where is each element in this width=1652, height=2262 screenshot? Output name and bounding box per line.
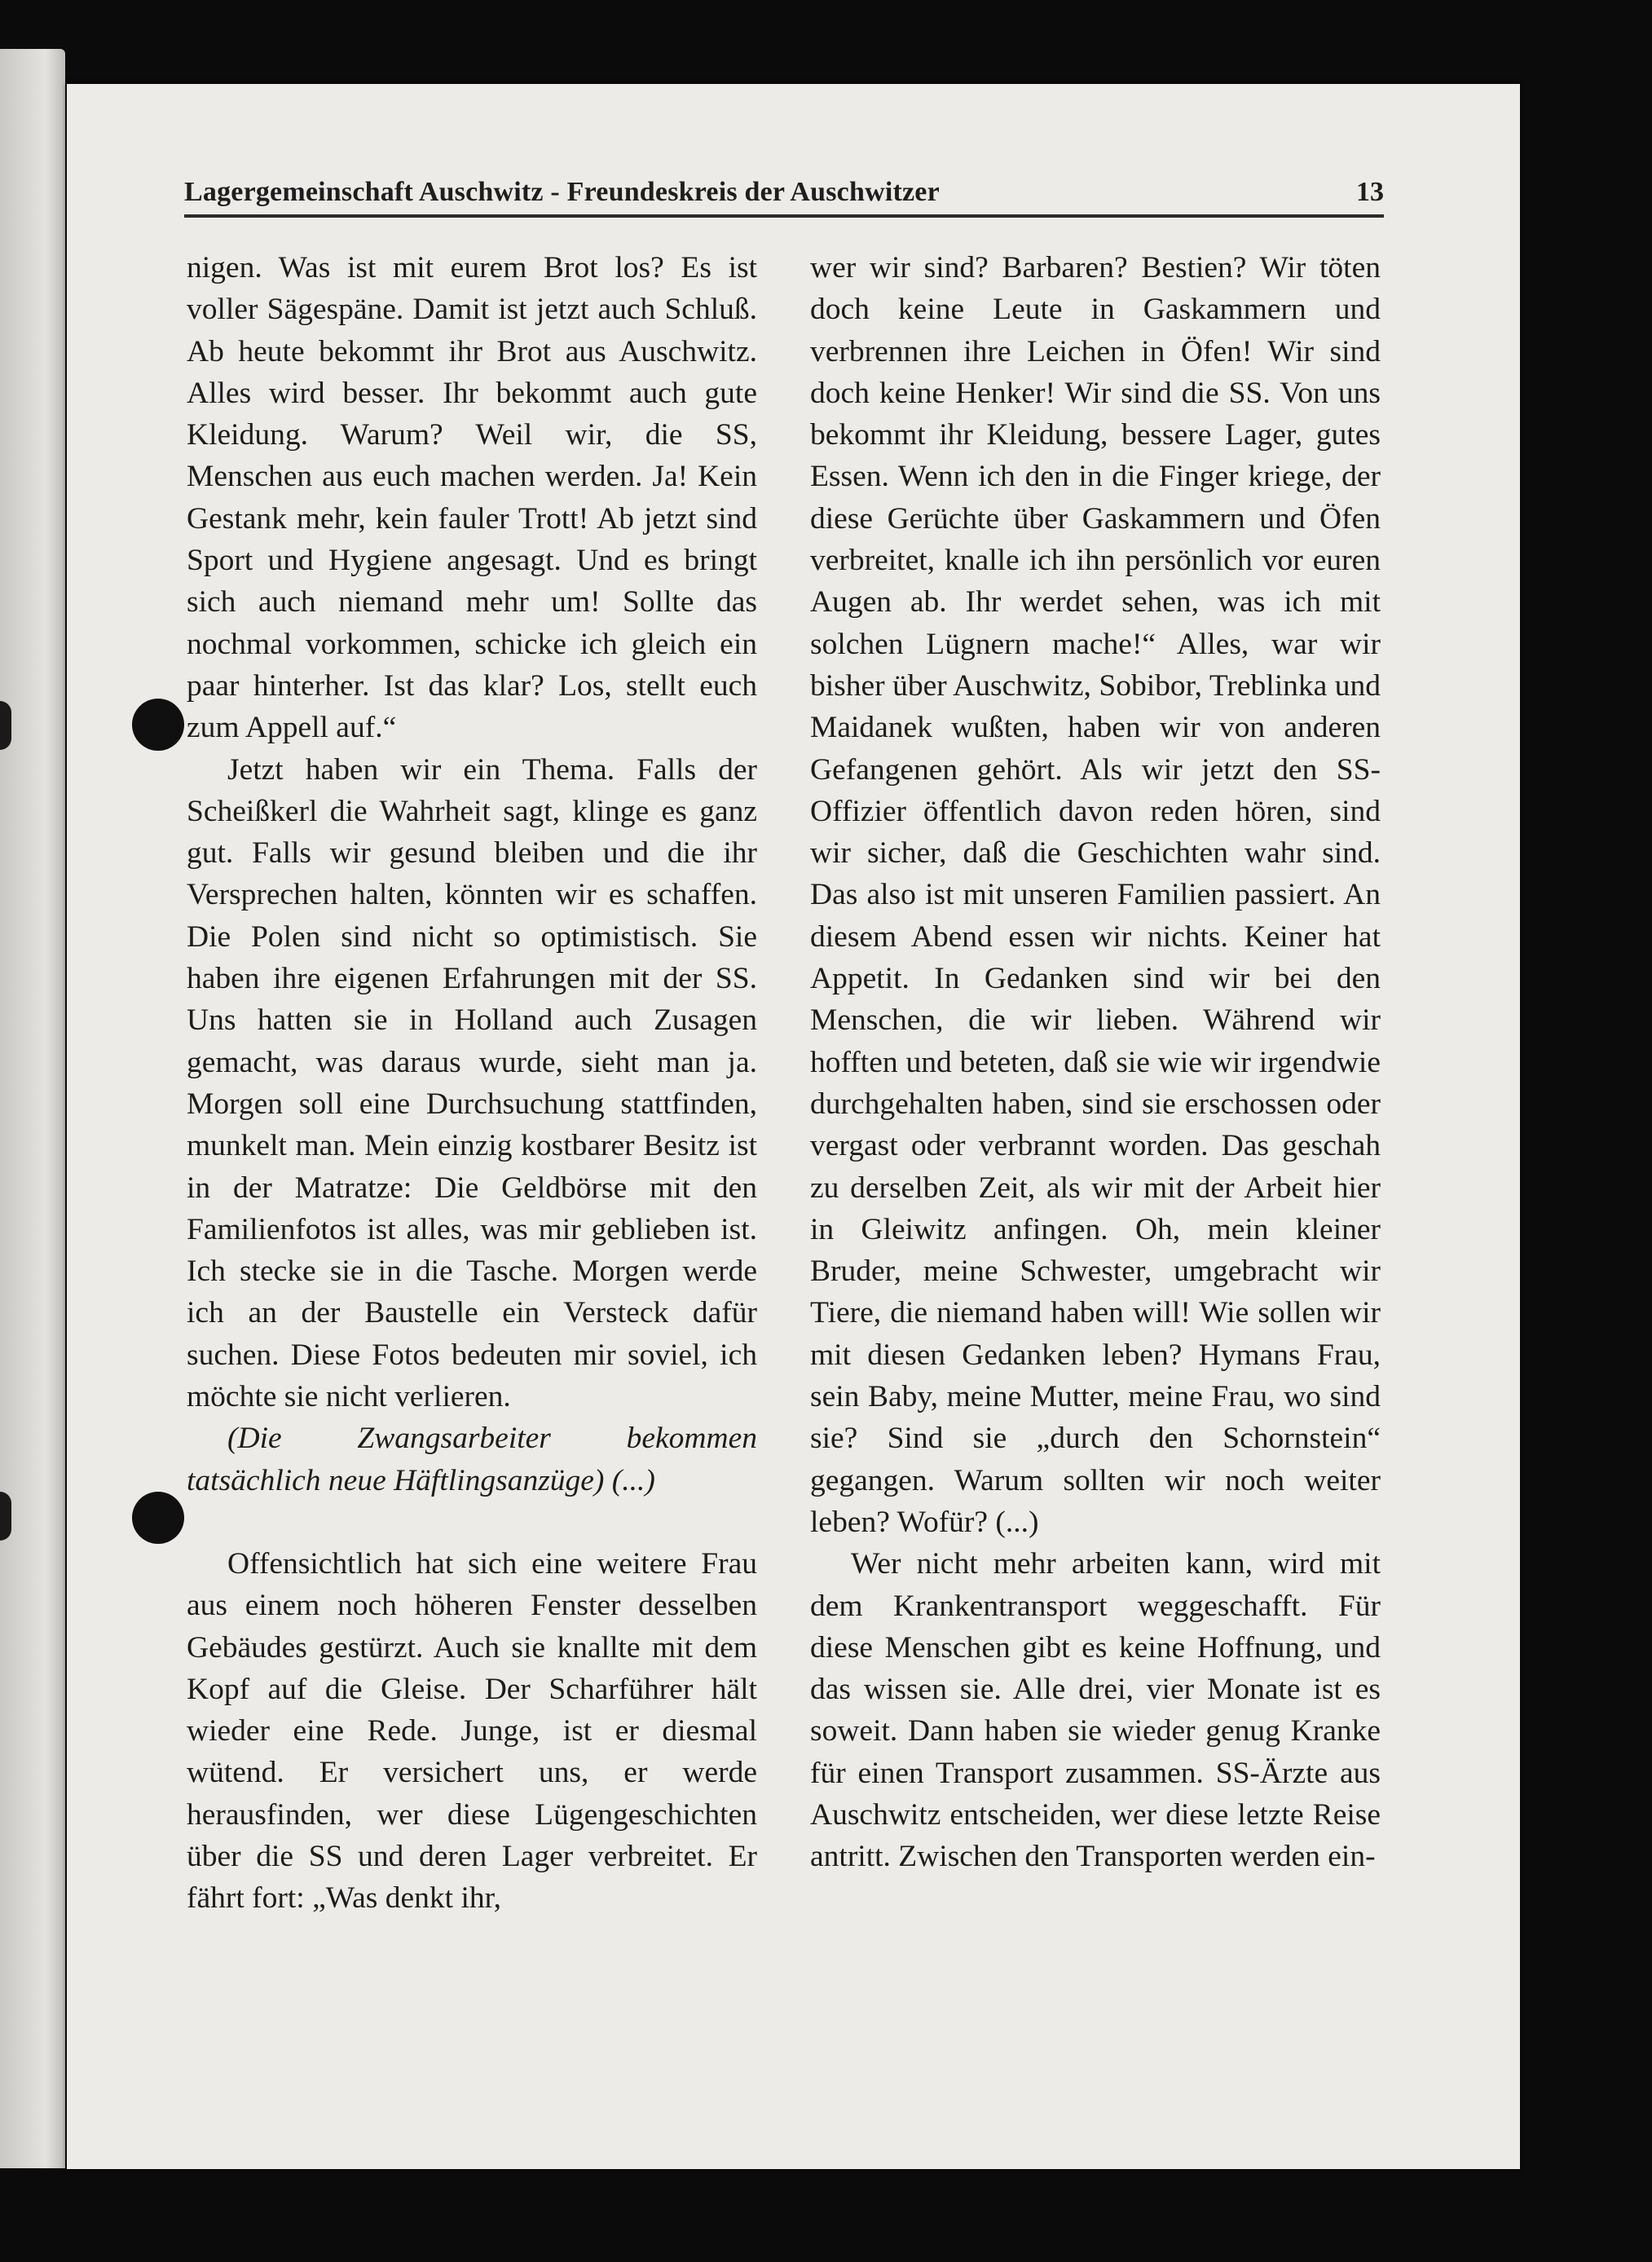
paragraph: Jetzt haben wir ein Thema. Falls der Scheißkerl die Wahrheit sagt, klinge es ganz gut. Falls wir gesund bleiben und die ihr Versprechen halten, könnten wir es schaffen. Die Polen sind nicht so optimistisch. Sie haben ihre eigenen Erfahrungen mit der SS. Uns hatten sie in Holland auch Zusagen gemacht, was daraus wurde, sieht man ja. Morgen soll eine Durchsuchung stattfinden, munkelt man. Mein einzig kostbarer Besitz ist in der Matratze: Die Geldbörse mit den Familienfotos ist alles, was mir geblieben ist. Ich stecke sie in die Tasche. Morgen werde ich an der Baustelle ein Versteck dafür suchen. Diese Fotos bedeuten mir soviel, ich möchte sie nicht verlieren. [187, 752, 757, 1414]
punch-hole [132, 699, 184, 751]
page-number: 13 [1356, 177, 1384, 207]
header-title: Lagergemeinschaft Auschwitz - Freundeskreis der Auschwitzer [184, 177, 940, 207]
paragraph-gap [187, 1501, 757, 1543]
paragraph: Offensichtlich hat sich eine weitere Frau aus einem noch höheren Fenster desselben Gebäudes gestürzt. Auch sie knallte mit dem Kopf auf die Gleise. Der Scharführer hält wieder eine Rede. Junge, ist er diesmal wütend. Er versichert uns, er werde herausfinden, wer diese Lügengeschichten über die SS und deren Lager verbreitet. Er fährt fort: „Was denkt ihr, [187, 1546, 757, 1916]
binding-ring [0, 1492, 11, 1541]
paragraph: nigen. Was ist mit eurem Brot los? Es ist voller Sägespäne. Damit ist jetzt auch Schluß. Ab heute bekommt ihr Brot aus Auschwitz. Alles wird besser. Ihr bekommt auch gute Kleidung. Warum? Weil wir, die SS, Menschen aus euch machen werden. Ja! Kein Gestank mehr, kein fauler Trott! Ab jetzt sind Sport und Hygiene angesagt. Und es bringt sich auch niemand mehr um! Sollte das nochmal vorkommen, schicke ich gleich ein paar hinterher. Ist das klar? Los, stellt euch zum Appell auf.“ [187, 251, 757, 745]
right-column [810, 247, 1381, 1878]
punch-hole [132, 1492, 184, 1544]
binding-ring [0, 701, 11, 750]
adjacent-page-edge [0, 49, 65, 2168]
running-header [184, 172, 1384, 218]
left-column [187, 247, 757, 1920]
paragraph: wer wir sind? Barbaren? Bestien? Wir töten doch keine Leute in Gaskammern und verbrennen ihre Leichen in Öfen! Wir sind doch keine Henker! Wir sind die SS. Von uns bekommt ihr Kleidung, bessere Lager, gutes Essen. Wenn ich den in die Finger kriege, der diese Gerüchte über Gaskammern und Öfen verbreitet, knalle ich ihn persönlich vor euren Augen ab. Ihr werdet sehen, was ich mit solchen Lügnern mache!“ Alles, war wir bisher über Auschwitz, Sobibor, Treblinka und Maidanek wußten, haben wir von anderen Gefangenen gehört. Als wir jetzt den SS-Offizier öffentlich davon reden hören, sind wir sicher, daß die Geschichten wahr sind. Das also ist mit unseren Familien passiert. An diesem Abend essen wir nichts. Keiner hat Appetit. In Gedanken sind wir bei den Menschen, die wir lieben. Während wir hofften und beteten, daß sie wie wir irgendwie durchgehalten haben, sind sie erschossen oder vergast oder verbrannt worden. Das geschah zu derselben Zeit, als wir mit der Arbeit hier in Gleiwitz anfingen. Oh, mein kleiner Bruder, meine Schwester, umgebracht wir Tiere, die niemand haben will! Wie sollen wir mit diesen Gedanken leben? Hymans Frau, sein Baby, meine Mutter, meine Frau, wo sind sie? Sind sie „durch den Schornstein“ gegangen. Warum sollten wir noch weiter leben? Wofür? (...) [810, 251, 1381, 1539]
paragraph: Wer nicht mehr arbeiten kann, wird mit dem Krankentransport weggeschafft. Für diese Menschen gibt es keine Hoffnung, und das wissen sie. Alle drei, vier Monate ist es soweit. Dann haben sie wieder genug Kranke für einen Transport zusammen. SS-Ärzte aus Auschwitz entscheiden, wer diese letzte Reise antritt. Zwischen den Transporten werden ein- [810, 1547, 1381, 1874]
italic-note: (Die Zwangsarbeiter bekommen tatsächlich neue Häftlingsanzüge) (...) [187, 1422, 757, 1497]
document-page [67, 84, 1520, 2169]
